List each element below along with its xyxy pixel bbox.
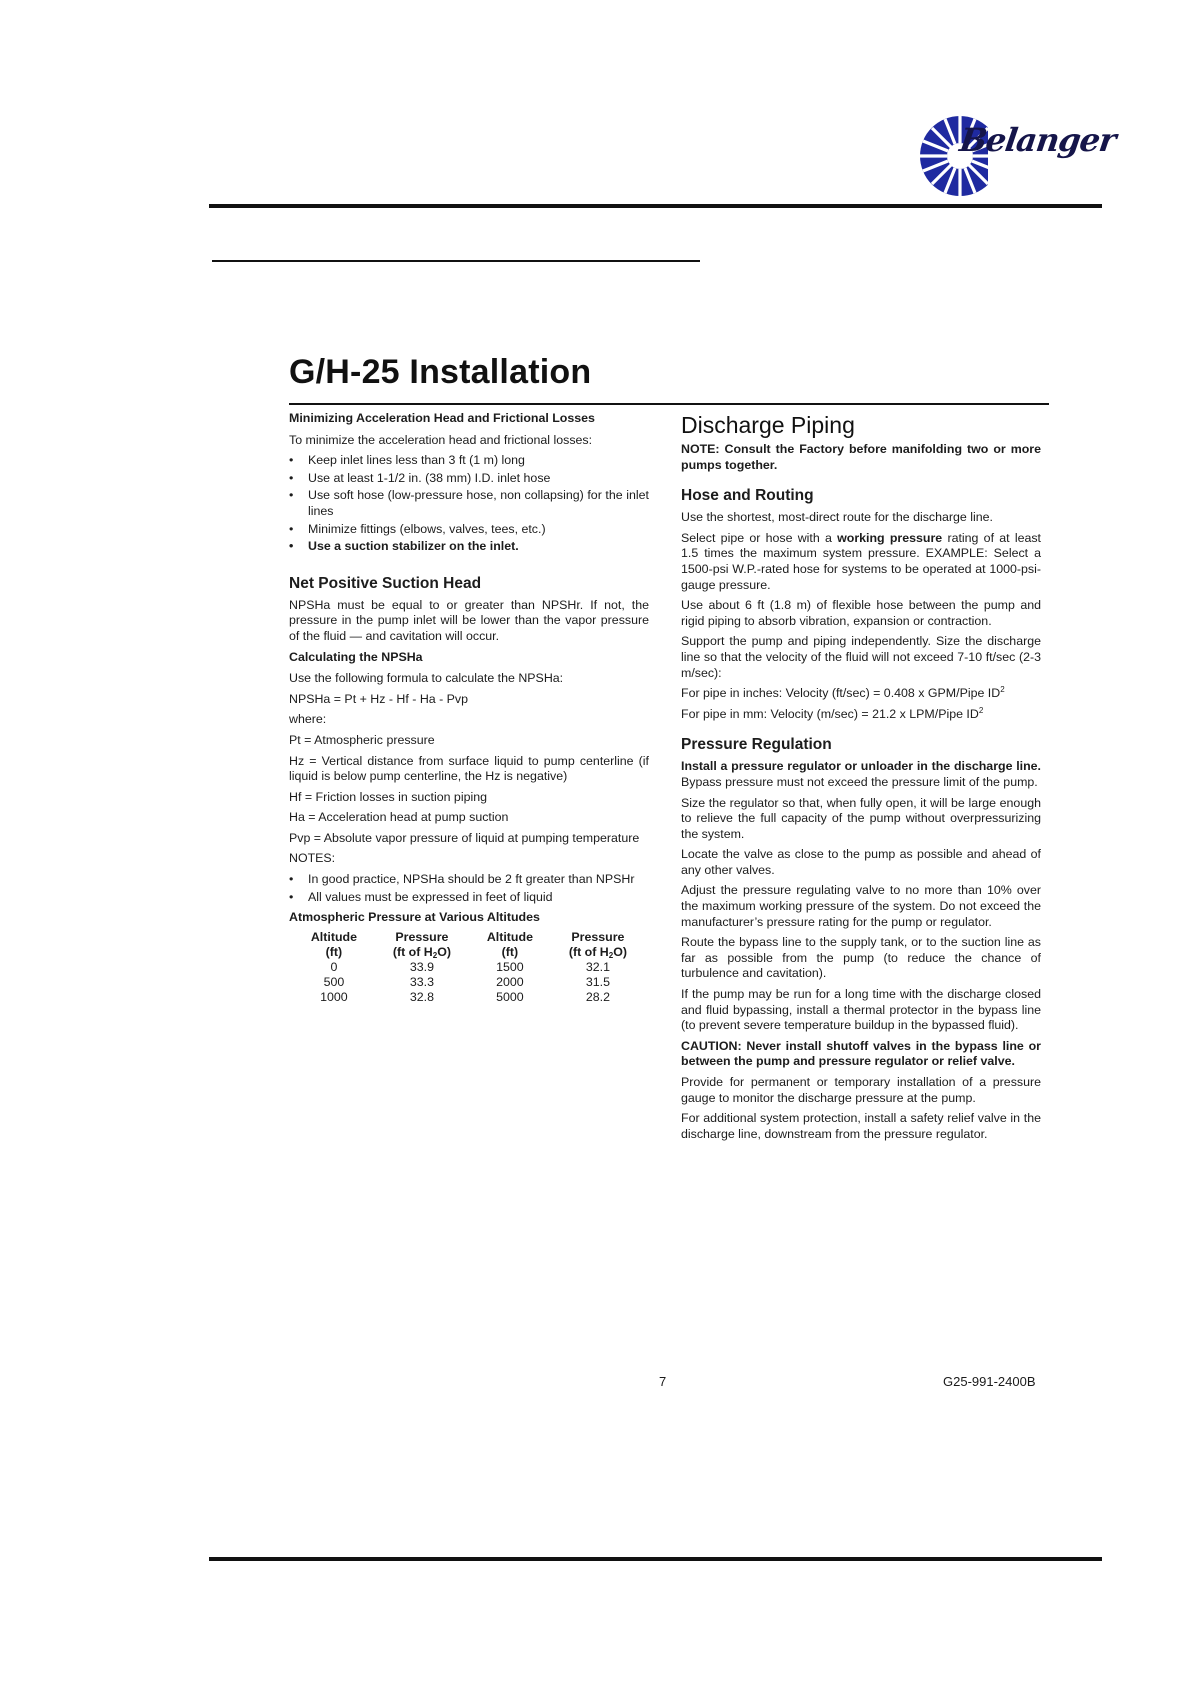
table-cell: 2000 xyxy=(496,974,524,989)
list-item: • All values must be expressed in feet of liquid xyxy=(289,890,649,906)
column-header: Altitude (ft) xyxy=(486,929,533,959)
table-row xyxy=(295,960,647,975)
notes-list xyxy=(289,872,649,905)
table-row xyxy=(295,990,647,1005)
regulation-paragraph: Adjust the pressure regulating valve to no more than 10% over the maximum working pressure of the system. Do not exceed the manufacturer’s pressure rating for the pump or regulator. xyxy=(681,883,1041,929)
left-column xyxy=(289,411,649,1005)
regulation-paragraph: Size the regulator so that, when fully open, it will be large enough to relieve the full capacity of the pump without overpressurizing the system. xyxy=(681,795,1041,841)
footer-rule xyxy=(209,1557,1102,1561)
discharge-heading: Discharge Piping xyxy=(681,412,855,438)
pressure-regulation-heading: Pressure Regulation xyxy=(681,736,832,754)
hose-paragraph: Support the pump and piping independently. Size the discharge line so that the velocity of the fluid will not exceed 7-10 ft/sec (2-3 m/sec): xyxy=(681,634,1041,680)
table-cell: 31.5 xyxy=(585,974,610,989)
right-column xyxy=(681,411,1041,1147)
column-header: Pressure (ft of $H_2O$) xyxy=(568,929,627,960)
table-cell: 32.8 xyxy=(409,989,434,1004)
table-cell: 5000 xyxy=(496,989,524,1004)
list-item: • In good practice, NPSHa should be 2 ft greater than NPSHr xyxy=(289,872,649,888)
hz-definition: Hz = Vertical distance from surface liquid to pump centerline (if liquid is below pump centerline, the Hz is negative) xyxy=(289,753,649,784)
regulation-paragraph: Install a pressure regulator or unloader in the discharge line. Bypass pressure must not exceed the pressure limit of the pump. xyxy=(681,759,1041,789)
section-rule xyxy=(212,260,700,262)
ha-definition: Ha = Acceleration head at pump suction xyxy=(289,810,509,825)
list-item: • Use at least 1-1/2 in. (38 mm) I.D. inlet hose xyxy=(289,471,649,487)
manifold-note: NOTE: Consult the Factory before manifolding two or more pumps together. xyxy=(681,442,1041,472)
npsh-paragraph: NPSHa must be equal to or greater than NPSHr. If not, the pressure in the pump inlet will be lower than the vapor pressure of the fluid — and cavitation will occur. xyxy=(289,597,649,643)
calc-intro: Use the following formula to calculate the NPSHa: xyxy=(289,671,564,686)
regulation-paragraph: For additional system protection, install a safety relief valve in the discharge line, downstream from the pressure regulator. xyxy=(681,1111,1041,1141)
pvp-definition: Pvp = Absolute vapor pressure of liquid at pumping temperature xyxy=(289,830,640,845)
min-intro: To minimize the acceleration head and frictional losses: xyxy=(289,432,593,447)
caution-note: CAUTION: Never install shutoff valves in the bypass line or between the pump and pressure regulator or relief valve. xyxy=(681,1038,1041,1069)
npsha-formula: NPSHa = Pt + Hz - Hf - Ha - Pvp xyxy=(289,691,469,706)
document-code: G25-991-2400B xyxy=(943,1374,1036,1389)
hf-definition: Hf = Friction losses in suction piping xyxy=(289,789,487,804)
notes-label: NOTES: xyxy=(289,851,336,866)
pt-definition: Pt = Atmospheric pressure xyxy=(289,732,435,747)
hose-paragraph: Use about 6 ft (1.8 m) of flexible hose between the pump and rigid piping to absorb vibration, expansion or contraction. xyxy=(681,598,1041,628)
table-cell: 28.2 xyxy=(585,989,610,1004)
title-rule xyxy=(289,403,1049,405)
hose-heading: Hose and Routing xyxy=(681,487,814,505)
table-heading: Atmospheric Pressure at Various Altitudes xyxy=(289,910,540,925)
velocity-formula-mm: For pipe in mm: Velocity (m/sec) = 21.2 x LPM/Pipe $ID^2$ xyxy=(681,705,984,721)
header-rule xyxy=(209,204,1102,208)
calc-heading: Calculating the NPSHa xyxy=(289,649,423,664)
table-row xyxy=(295,975,647,990)
list-item: • Minimize fittings (elbows, valves, tees, etc.) xyxy=(289,522,649,538)
table-header-row xyxy=(295,930,647,960)
belanger-logo xyxy=(918,113,1118,199)
hose-paragraph: Select pipe or hose with a working pressure rating of at least 1.5 times the maximum system pressure. EXAMPLE: Select a 1500-psi W.P.-rated hose for systems to be operated at 1000-psi-gauge pressure. xyxy=(681,530,1041,592)
npsh-heading: Net Positive Suction Head xyxy=(289,574,482,592)
regulation-paragraph: If the pump may be run for a long time with the discharge closed and fluid bypassing, install a thermal protector in the bypass line (to prevent severe temperature buildup in the bypassed fluid). xyxy=(681,987,1041,1033)
min-bullet-list xyxy=(289,453,649,555)
table-cell: 0 xyxy=(330,959,338,974)
column-header: Pressure (ft of $H_2O$) xyxy=(392,929,451,960)
page-title: G/H-25 Installation xyxy=(289,353,592,391)
min-heading: Minimizing Acceleration Head and Frictional Losses xyxy=(289,411,595,425)
hose-paragraph: Use the shortest, most-direct route for the discharge line. xyxy=(681,510,993,525)
table-cell: 33.3 xyxy=(409,974,434,989)
list-item: • Use soft hose (low-pressure hose, non collapsing) for the inlet lines xyxy=(289,488,649,519)
altitude-pressure-table xyxy=(295,930,647,1005)
table-cell: 32.1 xyxy=(585,959,610,974)
table-cell: 1000 xyxy=(320,989,348,1004)
regulation-paragraph: Locate the valve as close to the pump as possible and ahead of any other valves. xyxy=(681,847,1041,877)
list-item: • Use a suction stabilizer on the inlet. xyxy=(289,539,649,555)
where-label: where: xyxy=(289,712,327,727)
table-cell: 500 xyxy=(323,974,345,989)
velocity-formula-inches: For pipe in inches: Velocity (ft/sec) = 0.408 x GPM/Pipe $ID^2$ xyxy=(681,685,1005,701)
logo-wordmark: Belanger xyxy=(957,121,1118,159)
page-number: 7 xyxy=(659,1374,667,1389)
table-cell: 33.9 xyxy=(409,959,434,974)
regulation-paragraph: Route the bypass line to the supply tank, or to the suction line as far as possible from the pump (to reduce the chance of turbulence and cavitation). xyxy=(681,935,1041,981)
regulation-paragraph: Provide for permanent or temporary installation of a pressure gauge to monitor the discharge pressure at the pump. xyxy=(681,1075,1041,1105)
column-header: Altitude (ft) xyxy=(310,929,357,959)
table-cell: 1500 xyxy=(496,959,524,974)
list-item: • Keep inlet lines less than 3 ft (1 m) long xyxy=(289,453,649,469)
